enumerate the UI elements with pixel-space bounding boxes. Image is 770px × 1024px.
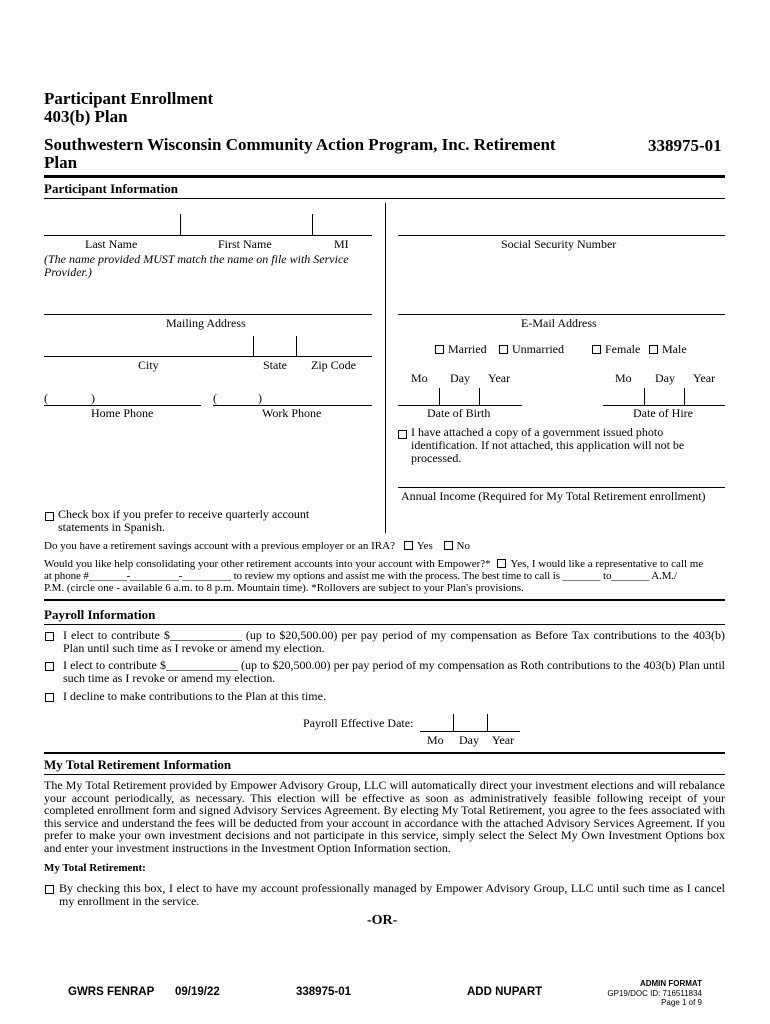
mtr-checkbox[interactable] xyxy=(45,885,54,894)
doh-day: Day xyxy=(655,371,675,385)
name-note: (The name provided MUST match the name on file with Service Provider.) xyxy=(44,252,349,279)
payroll-year: Year xyxy=(492,733,515,747)
mtr-body: The My Total Retirement provided by Empower Advisory Group, LLC will automatically direct your investment elections and will rebalance your account periodically, as necessary. This election will be effective as soon as administratively feasible following receipt of your completed enrollment form and signed Advisory Services Agreement. By electing My Total Retirement, you agree to the fees associated with this service and understand the fees will be deducted from your account in accordance with the attached Advisory Services Agreement. If you prefer to make your own investment decisions and not participate in this service, simply select the Select My Own Investment Options box and enter your investment instructions in the Investment Option Information section. xyxy=(44,778,725,855)
footer-admin-block xyxy=(607,979,702,1008)
ssn-label: Social Security Number xyxy=(501,237,617,251)
payroll-roth-text: I elect to contribute $____________ (up to $20,500.00) per pay period of my compensation as Roth contributions to the 403(b) Plan until such time as I revoke or amend my election. xyxy=(63,658,725,685)
payroll-effective-date-field[interactable] xyxy=(420,731,520,732)
annual-income-field[interactable] xyxy=(398,487,725,488)
payroll-before-tax-checkbox[interactable] xyxy=(45,632,54,641)
photo-id-text: I have attached a copy of a government issued photo identification. If not attached, this application will not be processed. xyxy=(411,425,685,465)
plan-name-line-1: Southwestern Wisconsin Community Action Program, Inc. Retirement xyxy=(44,135,556,154)
column-divider xyxy=(385,203,386,533)
ssn-field[interactable] xyxy=(398,235,725,236)
annual-income-label: Annual Income (Required for My Total Retirement enrollment) xyxy=(401,489,706,503)
unmarried-label: Unmarried xyxy=(512,342,564,356)
footer-left-code: GWRS FENRAP xyxy=(68,986,155,998)
footer-date: 09/19/22 xyxy=(175,986,220,998)
plan-name xyxy=(44,136,604,172)
female-checkbox[interactable] xyxy=(592,345,601,354)
state-zip-separator xyxy=(296,336,297,356)
work-phone-paren-close: ) xyxy=(258,391,262,405)
mtr-or: -OR- xyxy=(367,913,398,928)
doh-sep-2 xyxy=(684,388,685,405)
footer-doc-id: GP19/DOC ID: 716511834 xyxy=(607,988,702,998)
mtr-title: My Total Retirement Information xyxy=(44,757,232,772)
married-option[interactable] xyxy=(435,342,487,357)
mtr-rule xyxy=(44,774,725,775)
plan-name-line-2: Plan xyxy=(44,153,78,172)
dob-sep-2 xyxy=(479,388,480,405)
footer-plan-number: 338975-01 xyxy=(296,986,351,998)
dob-sep-1 xyxy=(439,388,440,405)
payroll-effective-date-label: Payroll Effective Date: xyxy=(303,716,414,730)
male-checkbox[interactable] xyxy=(649,345,658,354)
home-phone-paren-open: ( xyxy=(44,391,48,405)
payroll-top-rule xyxy=(44,599,725,601)
previous-no-label: No xyxy=(456,540,470,552)
previous-account-row xyxy=(44,540,470,552)
payroll-before-tax-text: I elect to contribute $____________ (up to $20,500.00) per pay period of my compensation as Before Tax contributions to the 403(b) Plan until such time as I revoke or amend my election. xyxy=(63,628,725,655)
previous-yes-checkbox[interactable] xyxy=(404,541,413,550)
mailing-address-field[interactable] xyxy=(44,314,372,315)
mailing-address-label: Mailing Address xyxy=(166,316,246,330)
previous-no-checkbox[interactable] xyxy=(444,541,453,550)
payroll-rule xyxy=(44,624,725,625)
previous-yes-option[interactable] xyxy=(404,540,433,552)
consolidate-block xyxy=(44,558,728,594)
consolidate-line-3: P.M. (circle one - available 6 a.m. to 8 p.m. Mountain time). *Rollovers are subject to your Plan's provisions. xyxy=(44,582,524,594)
last-name-label: Last Name xyxy=(85,237,138,251)
dob-year: Year xyxy=(488,371,511,385)
participant-info-rule xyxy=(44,198,725,199)
form-title xyxy=(44,90,213,126)
unmarried-checkbox[interactable] xyxy=(499,345,508,354)
name-separator-2 xyxy=(312,214,313,235)
mtr-subheading: My Total Retirement: xyxy=(44,862,146,874)
home-phone-paren-close: ) xyxy=(91,391,95,405)
email-label: E-Mail Address xyxy=(521,316,597,330)
previous-yes-label: Yes xyxy=(416,540,433,552)
previous-account-question: Do you have a retirement savings account with a previous employer or an IRA? xyxy=(44,540,395,552)
consolidate-question: Would you like help consolidating your other retirement accounts into your account with Empower?* xyxy=(44,558,491,570)
male-option[interactable] xyxy=(649,342,687,357)
dob-day: Day xyxy=(450,371,470,385)
home-phone-label: Home Phone xyxy=(91,406,154,420)
work-phone-paren-open: ( xyxy=(213,391,217,405)
city-state-zip-field[interactable] xyxy=(44,356,372,357)
doh-year: Year xyxy=(693,371,716,385)
mtr-option-text: By checking this box, I elect to have my account professionally managed by Empower Advisory Group, LLC until such time as I cancel my enrollment in the service. xyxy=(59,881,725,908)
married-label: Married xyxy=(448,342,487,356)
payroll-decline-checkbox[interactable] xyxy=(45,693,54,702)
previous-no-option[interactable] xyxy=(444,540,470,552)
spanish-text: Check box if you prefer to receive quarterly account statements in Spanish. xyxy=(58,507,310,534)
city-label: City xyxy=(138,358,159,372)
payroll-day: Day xyxy=(459,733,479,747)
doh-mo: Mo xyxy=(615,371,632,385)
female-option[interactable] xyxy=(592,342,640,357)
state-label: State xyxy=(263,358,287,372)
city-state-separator xyxy=(253,336,254,356)
spanish-checkbox[interactable] xyxy=(45,512,54,521)
payroll-date-sep-1 xyxy=(453,714,454,731)
zip-label: Zip Code xyxy=(311,358,356,372)
work-phone-label: Work Phone xyxy=(262,406,322,420)
consolidate-line-1 xyxy=(44,558,728,570)
email-field[interactable] xyxy=(398,314,725,315)
payroll-title: Payroll Information xyxy=(44,607,156,622)
footer-page: Page 1 of 9 xyxy=(661,998,702,1007)
mi-label: MI xyxy=(334,237,349,251)
dob-mo: Mo xyxy=(411,371,428,385)
title-line-2: 403(b) Plan xyxy=(44,107,128,126)
doh-label: Date of Hire xyxy=(633,406,693,420)
footer-admin-format: ADMIN FORMAT xyxy=(639,979,702,988)
consolidate-line-2: at phone #_______-_________-_________ to review my options and assist me with the process. The best time to call is _______ to_______ A.M./ xyxy=(44,570,677,582)
title-line-1: Participant Enrollment xyxy=(44,89,214,108)
consolidate-yes-label: Yes, I would like a representative to call me xyxy=(510,558,704,570)
mtr-top-rule xyxy=(44,752,725,754)
male-label: Male xyxy=(662,342,687,356)
unmarried-option[interactable] xyxy=(499,342,564,357)
dob-label: Date of Birth xyxy=(427,406,491,420)
consolidate-yes-option[interactable] xyxy=(497,558,703,570)
header-rule xyxy=(44,175,725,178)
name-separator-1 xyxy=(180,214,181,235)
payroll-mo: Mo xyxy=(427,733,444,747)
participant-info-title: Participant Information xyxy=(44,181,178,196)
consolidate-yes-checkbox[interactable] xyxy=(497,559,506,568)
photo-id-checkbox[interactable] xyxy=(398,430,407,439)
payroll-roth-checkbox[interactable] xyxy=(45,662,54,671)
payroll-date-sep-2 xyxy=(487,714,488,731)
plan-number: 338975-01 xyxy=(648,136,722,155)
doh-sep-1 xyxy=(644,388,645,405)
female-label: Female xyxy=(605,342,641,356)
first-name-label: First Name xyxy=(218,237,272,251)
name-field[interactable] xyxy=(44,235,372,236)
footer-add-code: ADD NUPART xyxy=(467,986,543,998)
payroll-decline-text: I decline to make contributions to the Plan at this time. xyxy=(63,689,326,703)
married-checkbox[interactable] xyxy=(435,345,444,354)
